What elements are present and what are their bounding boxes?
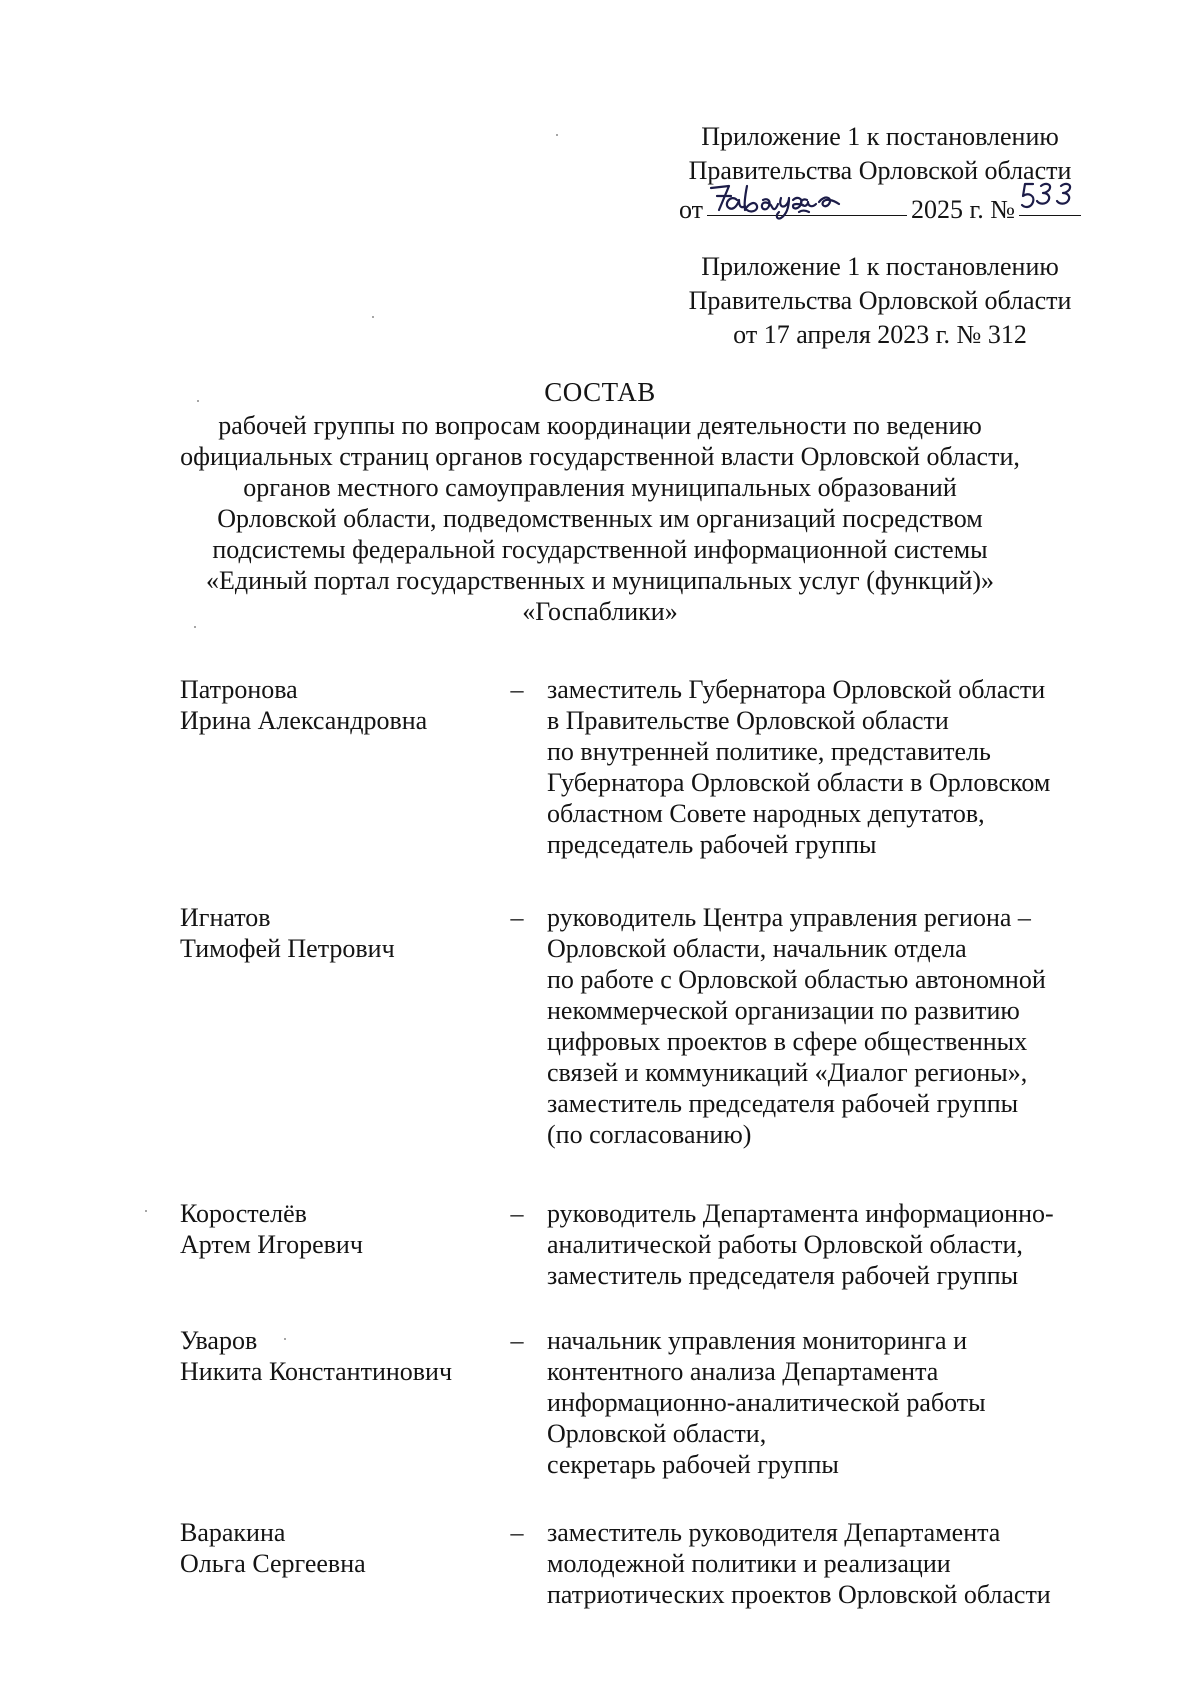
member-role [547,674,1107,860]
role-line: начальник управления мониторинга и [547,1326,967,1355]
original-appendix-date: от 17 апреля 2023 г. № 312 [733,320,1027,349]
appendix-label: Приложение 1 к постановлению [701,122,1059,151]
role-line: в Правительстве Орловской области [547,706,949,735]
role-line: руководитель Центра управления региона – [547,903,1031,932]
date-prefix: от [678,195,703,224]
scan-speck [556,134,558,136]
role-line: заместитель руководителя Департамента [547,1518,1001,1547]
role-line: секретарь рабочей группы [547,1450,839,1479]
role-line: по внутренней политике, представитель [547,737,991,766]
role-line: заместитель председателя рабочей группы [547,1261,1019,1290]
member-given-names: Артем Игоревич [180,1230,363,1259]
scan-speck [284,1338,286,1340]
role-line: (по согласованию) [547,1120,752,1149]
role-line: руководитель Департамента информационно- [547,1199,1054,1228]
member-given-names: Ольга Сергеевна [180,1549,366,1578]
role-line: председатель рабочей группы [547,830,877,859]
scan-speck [194,626,196,628]
document-subtitle [150,410,1050,627]
scan-speck [372,316,374,318]
handwritten-date-field [707,188,907,218]
appendix-date-line [640,188,1120,227]
role-line: некоммерческой организации по развитию [547,996,1020,1025]
member-given-names: Ирина Александровна [180,706,428,735]
role-line: информационно-аналитической работы [547,1388,986,1417]
member-given-names: Тимофей Петрович [180,934,395,963]
role-line: молодежной политики и реализации [547,1549,951,1578]
role-line: по работе с Орловской областью автономной [547,965,1046,994]
original-appendix-label: Приложение 1 к постановлению [701,252,1059,281]
member-name [180,674,500,736]
role-line: Губернатора Орловской области в Орловском [547,768,1051,797]
member-role [547,1517,1107,1610]
role-line: Орловской области, [547,1419,767,1448]
subtitle-line: Орловской области, подведомственных им организаций посредством [217,504,983,533]
scan-speck [145,1210,147,1212]
appendix-authority: Правительства Орловской области [688,156,1072,185]
document-title: СОСТАВ [544,377,656,407]
scan-speck [197,400,199,402]
appendix-header-current [640,120,1120,227]
member-surname: Варакина [180,1518,286,1547]
member-name [180,1517,500,1579]
subtitle-line: подсистемы федеральной государственной информационной системы [212,535,988,564]
member-dash: – [510,903,524,932]
member-role [547,902,1107,1150]
member-dash: – [510,1326,524,1355]
role-line: цифровых проектов в сфере общественных [547,1027,1028,1056]
member-given-names: Никита Константинович [180,1357,453,1386]
role-line: областном Совете народных депутатов, [547,799,985,828]
subtitle-line: «Госпаблики» [522,597,678,626]
subtitle-line: официальных страниц органов государственной власти Орловской области, [180,442,1020,471]
member-role [547,1198,1107,1291]
role-line: аналитической работы Орловской области, [547,1230,1023,1259]
role-line: связей и коммуникаций «Диалог регионы», [547,1058,1028,1087]
member-surname: Коростелёв [180,1199,307,1228]
handwritten-number-field [1019,188,1081,218]
original-appendix-authority: Правительства Орловской области [688,286,1072,315]
role-line: патриотических проектов Орловской области [547,1580,1051,1609]
member-surname: Игнатов [180,903,271,932]
member-role [547,1325,1107,1480]
member-name [180,1325,500,1387]
role-line: заместитель Губернатора Орловской области [547,675,1046,704]
subtitle-line: органов местного самоуправления муниципальных образований [243,473,957,502]
role-line: заместитель председателя рабочей группы [547,1089,1019,1118]
subtitle-line: рабочей группы по вопросам координации деятельности по ведению [218,411,982,440]
member-name [180,1198,500,1260]
member-name [180,902,500,964]
member-dash: – [510,1199,524,1228]
subtitle-line: «Единый портал государственных и муниципальных услуг (функций)» [205,566,995,595]
member-dash: – [510,675,524,704]
handwritten-date-signature [707,176,907,222]
member-surname: Уваров [180,1326,258,1355]
member-surname: Патронова [180,675,298,704]
role-line: контентного анализа Департамента [547,1357,939,1386]
handwritten-number-signature [1019,176,1081,222]
role-line: Орловской области, начальник отдела [547,934,967,963]
member-dash: – [510,1518,524,1547]
date-suffix: 2025 г. № [910,195,1016,224]
appendix-header-original [640,250,1120,352]
